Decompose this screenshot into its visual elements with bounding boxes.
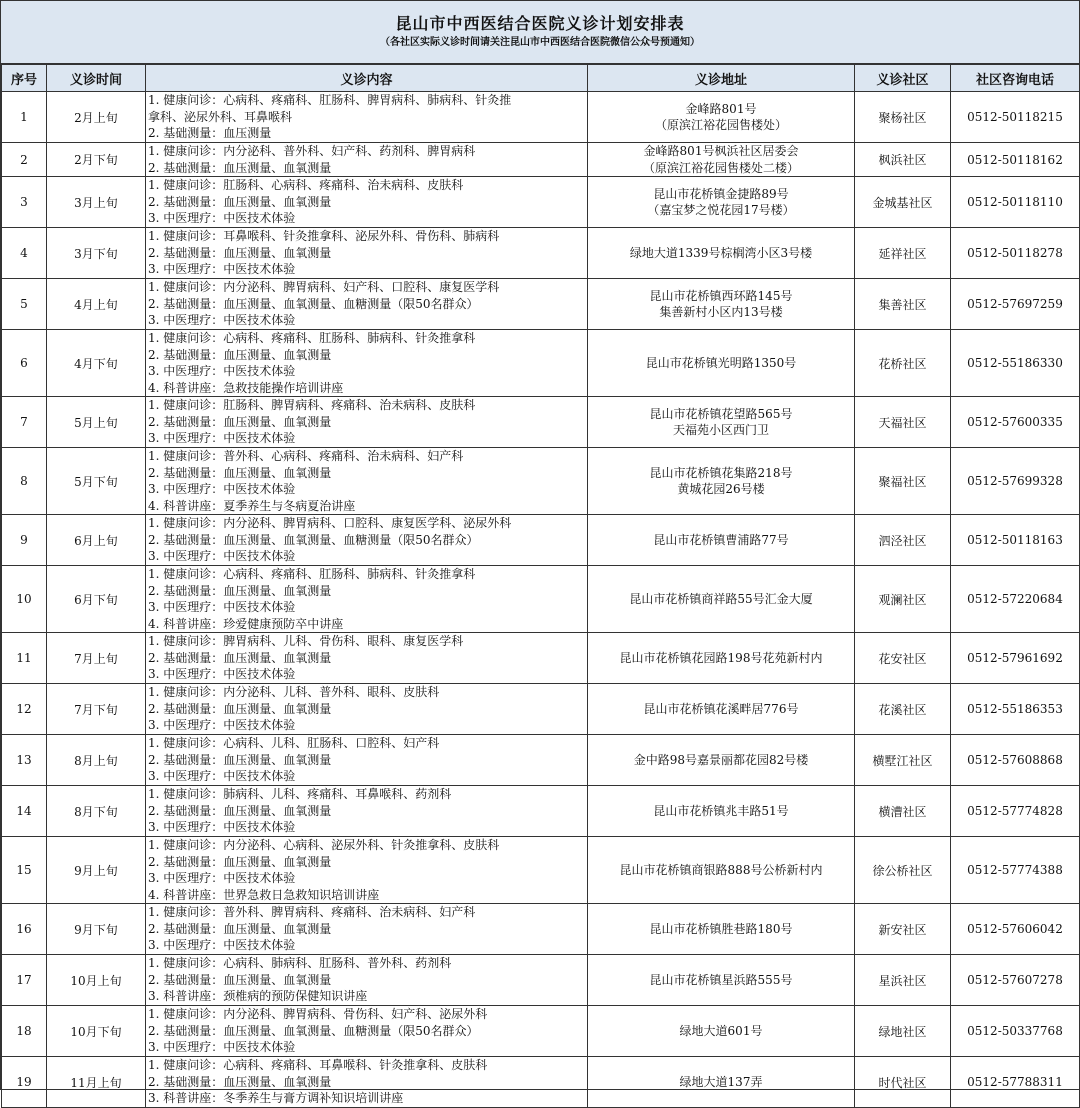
content-line: 2. 基础测量：血压测量、血氧测量 [148, 854, 332, 869]
address-line: 昆山市花桥镇星浜路555号 [649, 972, 793, 987]
content-line: 3. 中医理疗：中医技术体验 [148, 549, 296, 563]
header-community: 义诊社区 [855, 65, 951, 92]
community-name: 聚福社区 [855, 448, 951, 515]
clinic-time: 3月上旬 [47, 177, 146, 228]
row-number: 2 [2, 143, 47, 177]
content-line: 4. 科普讲座：珍爱健康预防卒中讲座 [148, 616, 344, 631]
clinic-address [588, 143, 855, 177]
row-number: 7 [2, 397, 47, 448]
row-number: 8 [2, 448, 47, 515]
address-line: 绿地大道1339号棕榈湾小区3号楼 [629, 245, 813, 260]
content-line: 1. 健康问诊：内分泌科、普外科、妇产科、药剂科、脾胃病科 [148, 144, 476, 158]
content-line: 2. 基础测量：血压测量、血氧测量 [148, 245, 332, 260]
clinic-address [588, 279, 855, 330]
address-line: （原滨江裕花园售楼处二楼） [642, 160, 799, 175]
table-row [2, 1006, 1080, 1057]
content-line: 2. 基础测量：血压测量、血氧测量 [148, 347, 332, 362]
row-number: 18 [2, 1006, 47, 1057]
content-line: 2. 基础测量：血压测量、血氧测量 [148, 972, 332, 987]
address-line: 金峰路801号 [685, 101, 757, 116]
table-row [2, 633, 1080, 684]
table-row [2, 279, 1080, 330]
row-number: 12 [2, 684, 47, 735]
content-line: 1. 健康问诊：心病科、疼痛科、耳鼻喉科、针灸推拿科、皮肤科 [148, 1058, 488, 1072]
table-row [2, 397, 1080, 448]
clinic-time: 5月下旬 [47, 448, 146, 515]
header-content: 义诊内容 [146, 65, 588, 92]
content-line: 1. 健康问诊：内分泌科、心病科、泌尿外科、针灸推拿科、皮肤科 [148, 838, 500, 852]
row-number: 9 [2, 515, 47, 566]
address-line: 集善新村小区内13号楼 [659, 305, 783, 319]
clinic-content [146, 143, 588, 177]
clinic-content [146, 1006, 588, 1057]
row-number: 6 [2, 330, 47, 397]
clinic-time: 9月上旬 [47, 837, 146, 904]
table-row [2, 228, 1080, 279]
schedule-table [1, 64, 1080, 1108]
address-line: 昆山市花桥镇西环路145号 [649, 288, 793, 303]
clinic-content [146, 330, 588, 397]
content-line: 3. 中医理疗：中医技术体验 [148, 820, 296, 834]
clinic-address [588, 904, 855, 955]
content-line: 2. 基础测量：血压测量、血氧测量 [148, 194, 332, 209]
content-line: 1. 健康问诊：耳鼻喉科、针灸推拿科、泌尿外科、骨伤科、肺病科 [148, 229, 500, 243]
community-phone: 0512-57220684 [951, 566, 1080, 633]
table-row [2, 566, 1080, 633]
row-number: 5 [2, 279, 47, 330]
address-line: 昆山市花桥镇光明路1350号 [645, 355, 797, 370]
table-row [2, 735, 1080, 786]
clinic-time: 9月下旬 [47, 904, 146, 955]
clinic-content [146, 786, 588, 837]
clinic-address [588, 1006, 855, 1057]
header-no: 序号 [2, 65, 47, 92]
clinic-content [146, 904, 588, 955]
clinic-time: 10月下旬 [47, 1006, 146, 1057]
clinic-content [146, 228, 588, 279]
content-line: 1. 健康问诊：心病科、肺病科、肛肠科、普外科、药剂科 [148, 956, 452, 970]
community-name: 新安社区 [855, 904, 951, 955]
table-row [2, 1057, 1080, 1108]
community-name: 观澜社区 [855, 566, 951, 633]
table-row [2, 684, 1080, 735]
title-box [1, 1, 1079, 64]
content-line: 2. 基础测量：血压测量、血氧测量、血糖测量（限50名群众） [148, 296, 479, 311]
table-row [2, 177, 1080, 228]
content-line: 3. 中医理疗：中医技术体验 [148, 718, 296, 732]
clinic-address [588, 515, 855, 566]
community-name: 徐公桥社区 [855, 837, 951, 904]
community-phone: 0512-57961692 [951, 633, 1080, 684]
clinic-time: 7月下旬 [47, 684, 146, 735]
content-line: 3. 中医理疗：中医技术体验 [148, 313, 296, 327]
clinic-address [588, 330, 855, 397]
table-row [2, 955, 1080, 1006]
content-line: 2. 基础测量：血压测量、血氧测量 [148, 465, 332, 480]
clinic-address [588, 633, 855, 684]
community-phone: 0512-50118278 [951, 228, 1080, 279]
content-line: 1. 健康问诊：心病科、儿科、肛肠科、口腔科、妇产科 [148, 736, 440, 750]
content-line: 4. 科普讲座：世界急救日急救知识培训讲座 [148, 887, 380, 902]
content-line: 1. 健康问诊：心病科、疼痛科、肛肠科、肺病科、针灸推拿科 [148, 567, 476, 581]
content-line: 3. 中医理疗：中医技术体验 [148, 938, 296, 952]
address-line: 天福苑小区西门卫 [672, 423, 769, 437]
row-number: 17 [2, 955, 47, 1006]
community-phone: 0512-57608868 [951, 735, 1080, 786]
row-number: 16 [2, 904, 47, 955]
community-name: 枫浜社区 [855, 143, 951, 177]
row-number: 13 [2, 735, 47, 786]
row-number: 15 [2, 837, 47, 904]
table-header-row [2, 65, 1080, 92]
clinic-time: 7月上旬 [47, 633, 146, 684]
community-phone: 0512-57774388 [951, 837, 1080, 904]
community-phone: 0512-57788311 [951, 1057, 1080, 1108]
clinic-time: 4月下旬 [47, 330, 146, 397]
clinic-address [588, 684, 855, 735]
community-name: 延祥社区 [855, 228, 951, 279]
community-phone: 0512-57607278 [951, 955, 1080, 1006]
clinic-address [588, 735, 855, 786]
table-row [2, 904, 1080, 955]
page-subtitle: （各社区实际义诊时间请关注昆山市中西医结合医院微信公众号预通知） [380, 37, 700, 48]
content-line: 3. 中医理疗：中医技术体验 [148, 871, 296, 885]
community-name: 聚杨社区 [855, 92, 951, 143]
header-phone: 社区咨询电话 [951, 65, 1080, 92]
table-row [2, 837, 1080, 904]
clinic-time: 6月上旬 [47, 515, 146, 566]
content-line: 3. 科普讲座：冬季养生与膏方调补知识培训讲座 [148, 1091, 404, 1105]
row-number: 19 [2, 1057, 47, 1108]
clinic-time: 5月上旬 [47, 397, 146, 448]
address-line: 昆山市花桥镇花望路565号 [649, 406, 793, 421]
clinic-time: 2月下旬 [47, 143, 146, 177]
community-name: 绿地社区 [855, 1006, 951, 1057]
clinic-content [146, 515, 588, 566]
content-line: 2. 基础测量：血压测量、血氧测量 [148, 752, 332, 767]
address-line: 昆山市花桥镇金捷路89号 [653, 186, 789, 201]
content-line: 3. 中医理疗：中医技术体验 [148, 1040, 296, 1054]
clinic-content [146, 633, 588, 684]
table-row [2, 448, 1080, 515]
address-line: 昆山市花桥镇兆丰路51号 [653, 803, 789, 818]
content-line: 3. 中医理疗：中医技术体验 [148, 364, 296, 378]
clinic-time: 10月上旬 [47, 955, 146, 1006]
address-line: 黄城花园26号楼 [677, 482, 765, 496]
content-line: 3. 中医理疗：中医技术体验 [148, 482, 296, 496]
page-title: 昆山市中西医结合医院义诊计划安排表 [395, 14, 685, 33]
content-line: 2. 基础测量：血压测量、血氧测量 [148, 414, 332, 429]
content-line: 3. 中医理疗：中医技术体验 [148, 262, 296, 276]
content-line: 3. 中医理疗：中医技术体验 [148, 667, 296, 681]
clinic-address [588, 448, 855, 515]
clinic-address [588, 397, 855, 448]
community-phone: 0512-57697259 [951, 279, 1080, 330]
content-line: 3. 科普讲座：颈椎病的预防保健知识讲座 [148, 989, 368, 1003]
address-line: 昆山市花桥镇曹浦路77号 [653, 532, 789, 547]
content-line: 2. 基础测量：血压测量、血氧测量 [148, 921, 332, 936]
address-line: 绿地大道137弄 [679, 1074, 763, 1089]
clinic-address [588, 228, 855, 279]
clinic-content [146, 448, 588, 515]
content-line: 1. 健康问诊：肛肠科、心病科、疼痛科、治未病科、皮肤科 [148, 178, 464, 192]
content-line: 1. 健康问诊：心病科、疼痛科、肛肠科、肺病科、针灸推拿科 [148, 331, 476, 345]
clinic-time: 8月上旬 [47, 735, 146, 786]
content-line: 1. 健康问诊：内分泌科、脾胃病科、骨伤科、妇产科、泌尿外科 [148, 1007, 488, 1021]
row-number: 3 [2, 177, 47, 228]
row-number: 14 [2, 786, 47, 837]
content-line: 2. 基础测量：血压测量、血氧测量 [148, 701, 332, 716]
clinic-content [146, 837, 588, 904]
clinic-content [146, 397, 588, 448]
address-line: 金峰路801号枫浜社区居委会 [643, 144, 799, 158]
community-phone: 0512-50337768 [951, 1006, 1080, 1057]
community-name: 星浜社区 [855, 955, 951, 1006]
clinic-content [146, 1057, 588, 1108]
table-row [2, 143, 1080, 177]
content-line: 2. 基础测量：血压测量、血氧测量、血糖测量（限50名群众） [148, 532, 479, 547]
header-time: 义诊时间 [47, 65, 146, 92]
row-number: 10 [2, 566, 47, 633]
address-line: 昆山市花桥镇商银路888号公桥新村内 [619, 862, 823, 877]
content-line: 3. 中医理疗：中医技术体验 [148, 431, 296, 445]
content-line: 2. 基础测量：血压测量、血氧测量 [148, 583, 332, 598]
content-line: 2. 基础测量：血压测量、血氧测量、血糖测量（限50名群众） [148, 1023, 479, 1038]
community-phone: 0512-55186353 [951, 684, 1080, 735]
community-phone: 0512-50118110 [951, 177, 1080, 228]
content-line: 3. 中医理疗：中医技术体验 [148, 211, 296, 225]
community-phone: 0512-57774828 [951, 786, 1080, 837]
community-name: 集善社区 [855, 279, 951, 330]
community-name: 时代社区 [855, 1057, 951, 1108]
address-line: 昆山市花桥镇花园路198号花苑新村内 [619, 650, 823, 665]
clinic-address [588, 566, 855, 633]
community-phone: 0512-55186330 [951, 330, 1080, 397]
clinic-time: 8月下旬 [47, 786, 146, 837]
clinic-content [146, 279, 588, 330]
community-name: 天福社区 [855, 397, 951, 448]
clinic-address [588, 786, 855, 837]
content-line: 3. 中医理疗：中医技术体验 [148, 600, 296, 614]
content-line: 1. 健康问诊：内分泌科、脾胃病科、口腔科、康复医学科、泌尿外科 [148, 516, 512, 530]
table-row [2, 330, 1080, 397]
address-line: （嘉宝梦之悦花园17号楼） [647, 203, 795, 217]
clinic-time: 3月下旬 [47, 228, 146, 279]
clinic-content [146, 177, 588, 228]
community-phone: 0512-57606042 [951, 904, 1080, 955]
table-row [2, 786, 1080, 837]
content-line: 2. 基础测量：血压测量 [148, 126, 272, 140]
clinic-content [146, 684, 588, 735]
content-line: 4. 科普讲座：急救技能操作培训讲座 [148, 380, 344, 395]
content-line: 2. 基础测量：血压测量、血氧测量 [148, 650, 332, 665]
clinic-address [588, 1057, 855, 1108]
content-line: 1. 健康问诊：内分泌科、儿科、普外科、眼科、皮肤科 [148, 685, 440, 699]
content-line: 2. 基础测量：血压测量、血氧测量 [148, 160, 332, 175]
table-row [2, 92, 1080, 143]
content-line: 1. 健康问诊：心病科、疼痛科、肛肠科、脾胃病科、肺病科、针灸推 [148, 93, 512, 107]
content-line: 1. 健康问诊：肺病科、儿科、疼痛科、耳鼻喉科、药剂科 [148, 787, 452, 801]
content-line: 1. 健康问诊：肛肠科、脾胃病科、疼痛科、治未病科、皮肤科 [148, 398, 476, 412]
row-number: 4 [2, 228, 47, 279]
clinic-time: 4月上旬 [47, 279, 146, 330]
table-body [2, 92, 1080, 1108]
community-phone: 0512-50118215 [951, 92, 1080, 143]
table-row [2, 515, 1080, 566]
community-phone: 0512-50118162 [951, 143, 1080, 177]
clinic-time: 11月上旬 [47, 1057, 146, 1108]
content-line: 4. 科普讲座：夏季养生与冬病夏治讲座 [148, 498, 356, 513]
clinic-content [146, 566, 588, 633]
community-name: 金城基社区 [855, 177, 951, 228]
clinic-address [588, 837, 855, 904]
content-line: 拿科、泌尿外科、耳鼻喉科 [148, 109, 293, 124]
header-address: 义诊地址 [588, 65, 855, 92]
clinic-time: 6月下旬 [47, 566, 146, 633]
community-name: 花安社区 [855, 633, 951, 684]
clinic-content [146, 735, 588, 786]
content-line: 1. 健康问诊：脾胃病科、儿科、骨伤科、眼科、康复医学科 [148, 634, 464, 648]
community-name: 花桥社区 [855, 330, 951, 397]
row-number: 11 [2, 633, 47, 684]
address-line: 绿地大道601号 [679, 1023, 763, 1038]
address-line: 昆山市花桥镇花溪畔居776号 [643, 701, 799, 716]
clinic-time: 2月上旬 [47, 92, 146, 143]
address-line: 昆山市花桥镇胜巷路180号 [649, 921, 793, 936]
community-name: 泗泾社区 [855, 515, 951, 566]
content-line: 1. 健康问诊：普外科、脾胃病科、疼痛科、治未病科、妇产科 [148, 905, 476, 919]
clinic-address [588, 92, 855, 143]
community-name: 横墅江社区 [855, 735, 951, 786]
row-number: 1 [2, 92, 47, 143]
content-line: 1. 健康问诊：内分泌科、脾胃病科、妇产科、口腔科、康复医学科 [148, 280, 500, 294]
address-line: 金中路98号嘉景丽都花园82号楼 [633, 752, 809, 767]
community-phone: 0512-57699328 [951, 448, 1080, 515]
community-phone: 0512-57600335 [951, 397, 1080, 448]
clinic-address [588, 177, 855, 228]
address-line: （原滨江裕花园售楼处） [654, 118, 787, 132]
community-name: 花溪社区 [855, 684, 951, 735]
community-phone: 0512-50118163 [951, 515, 1080, 566]
content-line: 3. 中医理疗：中医技术体验 [148, 769, 296, 783]
address-line: 昆山市花桥镇商祥路55号汇金大厦 [629, 591, 813, 606]
content-line: 2. 基础测量：血压测量、血氧测量 [148, 1074, 332, 1089]
address-line: 昆山市花桥镇花集路218号 [649, 465, 793, 480]
content-line: 1. 健康问诊：普外科、心病科、疼痛科、治未病科、妇产科 [148, 449, 464, 463]
community-name: 横漕社区 [855, 786, 951, 837]
clinic-content [146, 92, 588, 143]
content-line: 2. 基础测量：血压测量、血氧测量 [148, 803, 332, 818]
clinic-content [146, 955, 588, 1006]
clinic-address [588, 955, 855, 1006]
